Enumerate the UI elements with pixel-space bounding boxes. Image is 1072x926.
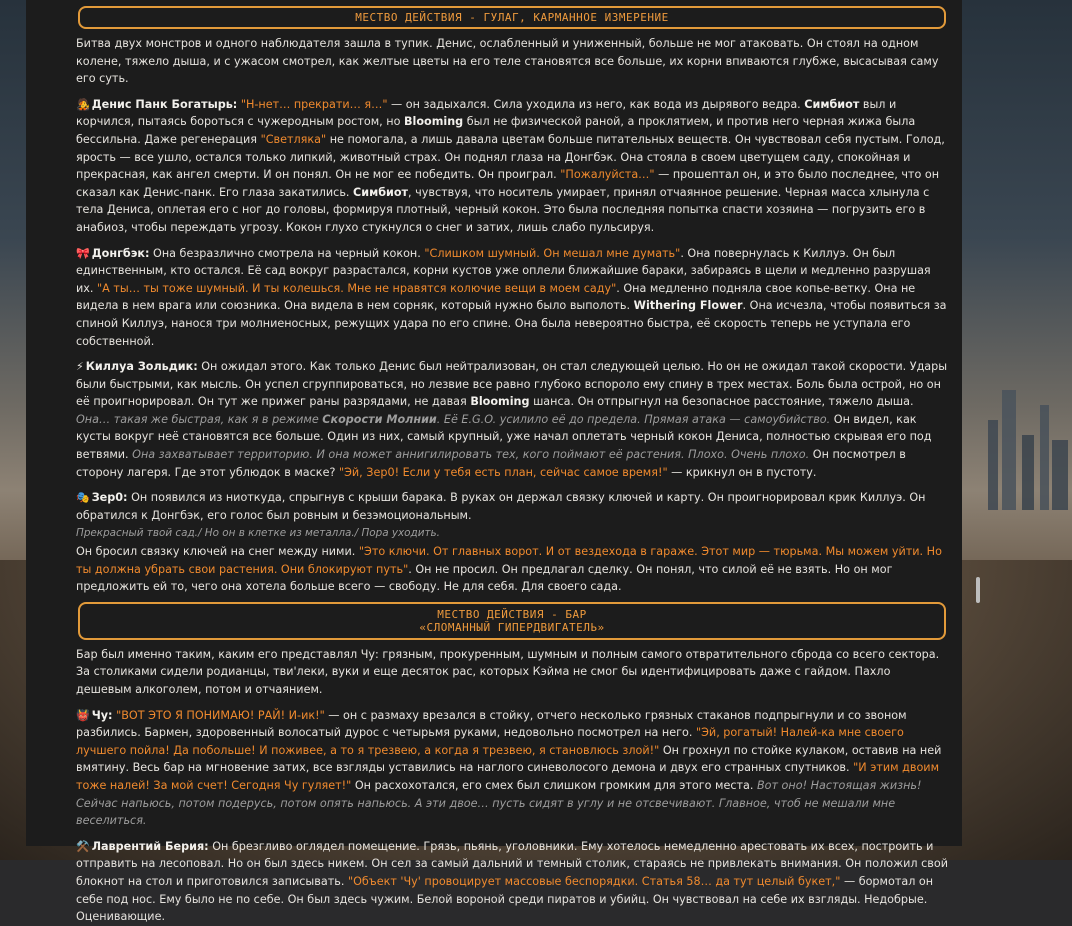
scene-subtitle: «СЛОМАННЫЙ ГИПЕРДВИГАТЕЛЬ» <box>419 620 605 634</box>
quote: "И этим двоим тоже налей! За мой счет! Сегодня Чу гуляет!" <box>76 761 940 792</box>
text: Он появился из ниоткуда, спрыгнув с крыши барака. В руках он держал связку ключей и карту. Он проигнорировал крик Киллуэ. Он обратился к Донгбэк, его голос был ровным и безэмоциональным. <box>76 491 926 522</box>
text: Он ожидал этого. Как только Денис был нейтрализован, он стал следующей целью. Но он не ожидал такой скорости. Удары были быстрыми, как мысль. Он успел сгруппироваться, но лезвие все равно глубоко вспороло ему спину в трех местах. Боль была острой, но он её проигнорировал. Он тут же прижег раны разрядами, не давая <box>76 360 948 409</box>
quote: "Эй, Зер0! Если у тебя есть план, сейчас самое время!" <box>338 465 668 479</box>
text: . Она исчезла, чтобы появиться за спиной Киллуэ, нанося три молниеносных, режущих удара по его спине. Она была невероятно быстра, её скорость теперь не уступала его собственной. <box>76 299 947 348</box>
speaker-denis: Денис Панк Богатырь: <box>91 97 238 111</box>
post-chu <box>76 707 948 830</box>
mask-icon: 🎭 <box>76 491 90 505</box>
text: Он брезгливо оглядел помещение. Грязь, пьянь, уголовники. Ему хотелось немедленно арестовать их всех, построить и отправить на лесоповал. Но он был здесь никем. Он сел за самый дальний и темный столик, стараясь не привлекать внимания. Он положил свой блокнот на стол и приготовился записывать. <box>76 839 948 888</box>
speaker-zero: Зер0: <box>91 491 128 505</box>
speaker-killua: Киллуа Зольдик: <box>85 360 198 374</box>
quote: "Эй, рогатый! Налей-ка мне своего лучшего пойла! Да побольше! И поживее, а то я трезвею, а когда я трезвею, я становлюсь злой!" <box>76 726 904 757</box>
quote: "ВОТ ЭТО Я ПОНИМАЮ! РАЙ! И-ик!" <box>116 708 325 722</box>
text: . Он не просил. Он предлагал сделку. Он понял, что силой её не взять. Но он мог предложить ей то, чего она хотела больше всего — свободу. Не для себя. Для своего сада. <box>76 562 893 594</box>
post-beria <box>76 838 948 926</box>
post-zero <box>76 489 948 596</box>
text: Она безразлично смотрела на черный кокон. <box>149 246 425 260</box>
narration-intro: Битва двух монстров и одного наблюдателя зашла в тупик. Денис, ослабленный и униженный, больше не мог атаковать. Он стоял на одном колене, тяжело дыша, и с ужасом смотрел, как желтые цветы на его теле становятся все больше, их корни впиваются глубже, высасывая саму его суть. <box>76 37 939 86</box>
quote: "Слишком шумный. Он мешал мне думать" <box>424 246 681 260</box>
scene-header-bar <box>78 602 946 640</box>
post-dongbaek <box>76 245 948 351</box>
story-content <box>76 0 948 926</box>
text: был не физической раной, а проклятием, и против него черная жижа была бессильна. Даже регенерация <box>76 115 916 146</box>
quote: "Объект 'Чу' провоцирует массовые беспорядки. Статья 58… да тут целый букет," <box>347 874 841 888</box>
quote: "Светляка" <box>260 132 327 146</box>
text: шанса. Он отпрыгнул на безопасное расстояние, тяжело дыша. <box>529 395 914 409</box>
ribbon-icon: 🎀 <box>76 246 90 260</box>
text: — крикнул он в пустоту. <box>667 465 817 479</box>
thought: Вот оно! Настоящая жизнь! Сейчас напьюсь, потом подерусь, потом опять напьюсь. А эти двое… пусть сидят в углу и не отсвечивают. Главное, чтоб не мешали мне веселиться. <box>76 778 922 828</box>
text: — прошептал он, и это было последнее, что он сказал как Денис-панк. Его глаза закатились. <box>76 168 940 199</box>
post-denis <box>76 96 948 237</box>
thought: Она… такая же быстрая, как я в режиме <box>76 412 323 426</box>
quote: "Н-нет… прекрати… я…" <box>240 97 388 111</box>
speaker-beria: Лаврентий Берия: <box>91 839 209 853</box>
haiku-thought: Прекрасный твой сад./ Но он в клетке из металла./ Пора уходить. <box>76 527 440 540</box>
text: — он с размаху врезался в стойку, отчего несколько грязных стаканов подпрыгнули и со звоном разбились. Бармен, здоровенный волосатый дурос с четырьмя руками, недовольно посмотрел на него. <box>76 708 907 740</box>
quote: "Пожалуйста…" <box>560 168 655 182</box>
term: Withering Flower <box>633 299 743 313</box>
post-killua <box>76 358 948 481</box>
text: — бормотал он себе под нос. Ему было не по себе. Он был здесь чужим. Белой вороной среди пиратов и убийц. Он чувствовал на себе их взгляды. Недобрые. Оценивающие. <box>76 874 934 924</box>
demon-icon: 👹 <box>76 708 90 722</box>
quote: "Это ключи. От главных ворот. И от вездехода в гараже. Этот мир — тюрьма. Мы можем уйти. Но ты должна убрать свои растения. Они блокируют путь" <box>76 545 942 576</box>
ruined-city-silhouette <box>982 380 1072 510</box>
text: . Она повернулась к Киллуэ. Он был единственным, кто остался. Её сад вокруг разрастался, корни кустов уже оплели ближайшие бараки, забираясь в щели и медленно разрушая их. <box>76 246 931 295</box>
text: Он бросил связку ключей на снег между ними. <box>76 545 359 559</box>
thought-term: Скорости Молнии <box>322 412 437 426</box>
scene-title: МЕСТВО ДЕЙСТВИЯ - БАР <box>437 607 587 621</box>
text: — он задыхался. Сила уходила из него, как вода из дырявого ведра. <box>387 97 805 111</box>
scrollbar-track[interactable] <box>962 0 984 846</box>
text: не помогала, а лишь давала цветам больше питательных веществ. Он чувствовал себя пустым. Голод, ярость — все ушло, остался только липкий, животный страх. Он поднял глаза на Донгбэк. Она стояла в своем цветущем саду, спокойная и прекрасная, как ангел смерти. И он понял. Он не мог ее победить. Он проиграл. <box>76 132 945 182</box>
term: Blooming <box>403 115 464 129</box>
speaker-dongbaek: Донгбэк: <box>91 246 150 260</box>
text: Он видел, как кусты вокруг неё становятся все больше. Один из них, самый крупный, уже начал оплетать черный кокон Дениса, полностью скрывая его под ветвями. <box>76 412 932 462</box>
scene-header-gulag <box>78 6 946 29</box>
text: . Она медленно подняла свое копье-ветку. Она не видела в нем врага или союзника. Она видела в нем сорняк, который нужно было выполоть. <box>76 281 916 313</box>
term: Симбиот <box>804 97 860 111</box>
lightning-icon: ⚡ <box>76 360 84 374</box>
thought: . Её E.G.O. усилило её до предела. Прямая атака — самоубийство. <box>436 412 831 426</box>
chat-log-panel[interactable] <box>26 0 962 924</box>
hammer-pick-icon: ⚒️ <box>76 839 90 853</box>
term: Blooming <box>470 395 530 409</box>
text: Он посмотрел в сторону лагеря. Где этот ублюдок в маске? <box>76 448 906 479</box>
scene-title: МЕСТВО ДЕЙСТВИЯ - ГУЛАГ, КАРМАННОЕ ИЗМЕРЕНИЕ <box>355 11 669 24</box>
text: Он расхохотался, его смех был слишком громким для этого места. <box>351 778 757 792</box>
punk-icon: 🧑‍🎤 <box>76 97 90 111</box>
quote: "А ты… ты тоже шумный. И ты колешься. Мне не нравятся колючие вещи в моем саду" <box>97 281 617 295</box>
term: Симбиот <box>353 185 409 199</box>
speaker-chu: Чу: <box>91 708 113 722</box>
scrollbar-thumb[interactable] <box>976 577 980 603</box>
thought: Она захватывает территорию. И она может аннигилировать тех, кого поймают её растения. Плохо. Очень плохо. <box>132 448 810 462</box>
text: , чувствуя, что носитель умирает, принял отчаянное решение. Черная масса хлынула с тела Дениса, оплетая его с ног до головы, формируя плотный, черный кокон. Это была последняя попытка спасти хозяина — погрузить его в анабиоз, чтобы переждать угрозу. Кокон глухо стукнулся о снег и затих, лишь слабо пульсируя. <box>76 185 930 234</box>
text: выл и корчился, пытаясь бороться с чужеродным ростом, но <box>76 97 897 129</box>
text: Он грохнул по стойке кулаком, оставив на ней вмятину. Весь бар на мгновение затих, все взгляды уставились на наглого синеволосого демона и двух его странных спутников. <box>76 743 942 775</box>
narration-bar: Бар был именно таким, каким его представлял Чу: грязным, прокуренным, шумным и полным самого отвратительного сброда со всего сектора. За столиками сидели родианцы, тви'леки, вуки и еще десяток рас, которых Кэйма не смог бы идентифицировать даже с гайдом. Пахло дешевым алкоголем, потом и отчаянием. <box>76 647 940 696</box>
